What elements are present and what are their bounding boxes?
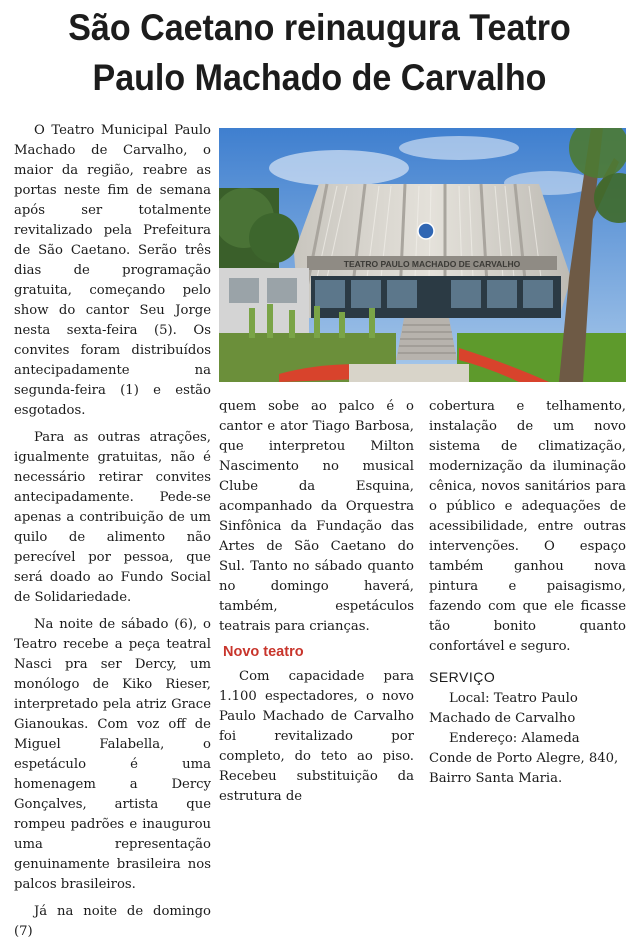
cloud [399, 136, 519, 160]
headline [26, 3, 614, 103]
column-1 [14, 121, 211, 942]
paragraph: cobertura e telhamento, instalação de um novo sistema de climatização, modernização da iluminação cênica, novos sanitários para o público e adequações de acessibilidade, entre outras intervenções. O espaço também ganhou nova pintura e paisagismo, fazendo com que ele ficasse tão bonito quanto confortável e seguro. [429, 399, 626, 654]
annex-window [267, 278, 297, 303]
walkway [349, 364, 469, 382]
tree-canopy [249, 213, 299, 263]
theater-photo [219, 128, 626, 382]
paragraph: Já na noite de domingo (7) [14, 904, 211, 939]
headline-line-1: São Caetano reinaugura Teatro [68, 7, 571, 48]
paragraph: Para as outras atrações, igualmente gratuitas, não é necessário retirar convites antecipadamente. Pede-se apenas a contribuição de um quilo de alimento não perecível por pessoa, que será doado ao Fundo Social de Solidariedade. [14, 430, 211, 605]
servico-heading: SERVIÇO [429, 669, 496, 685]
paragraph: O Teatro Municipal Paulo Machado de Carvalho, o maior da região, reabre as portas neste fim de semana após ser totalmente revitalizado pela Prefeitura de São Caetano. Serão três dias de programação gratuita, começando pelo show do cantor Seu Jorge nesta sexta-feira (5). Os convites foram distribuídos antecipadamente na segunda-feira (1) e estão esgotados. [14, 123, 211, 418]
cloud [269, 150, 409, 186]
paragraph: Na noite de sábado (6), o Teatro recebe a peça teatral Nasci pra ser Dercy, um monólogo de Kiko Rieser, interpretado pela atriz Grace Gianoukas. Com voz off de Miguel Falabella, o espetáculo é uma homenagem a Dercy Gonçalves, artista que rompeu padrões e inaugurou uma representação genuinamente brasileira nos palcos brasileiros. [14, 617, 211, 892]
servico-local: Local: Teatro Paulo Machado de Carvalho [429, 691, 578, 726]
facade-sign: TEATRO PAULO MACHADO DE CARVALHO [343, 259, 521, 269]
column-2 [219, 397, 414, 807]
crest-icon [418, 223, 434, 239]
annex-window [229, 278, 259, 303]
section-subhead: Novo teatro [223, 644, 304, 660]
paragraph: Com capacidade para 1.100 espectadores, o novo Paulo Machado de Carvalho foi revitalizado por completo, do teto ao piso. Recebeu substituição da estrutura de [219, 669, 414, 804]
theater-facade-illustration [219, 128, 626, 382]
paragraph: quem sobe ao palco é o cantor e ator Tiago Barbosa, que interpretou Milton Nascimento no musical Clube da Esquina, acompanhado da Orquestra Sinfônica da Fundação das Artes de São Caetano do Sul. Tanto no sábado quanto no domingo haverá, também, espetáculos teatrais para crianças. [219, 399, 414, 634]
column-3 [429, 397, 626, 789]
headline-line-2: Paulo Machado de Carvalho [92, 57, 547, 98]
servico-endereco: Endereço: Alameda Conde de Porto Alegre, 840, Bairro Santa Maria. [429, 731, 619, 786]
